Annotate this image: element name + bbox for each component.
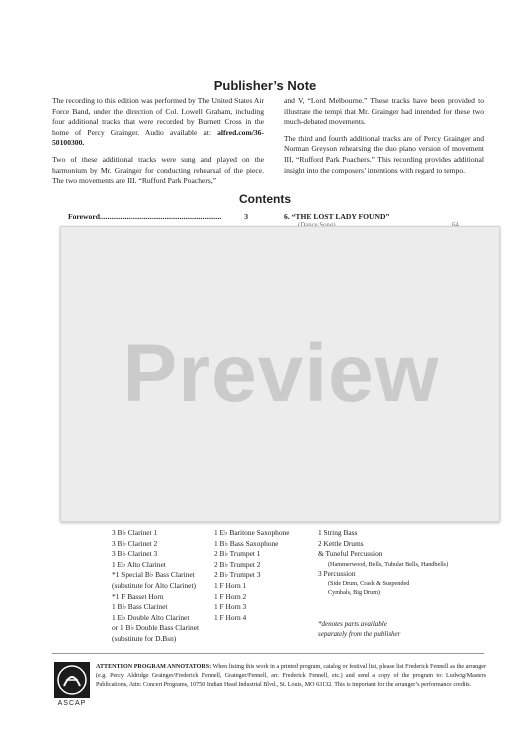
instrumentation-column-1: [112, 528, 199, 645]
footer-divider: [52, 653, 484, 654]
audio-link[interactable]: alfred.com/36-50100300.: [52, 127, 264, 148]
note-paragraph: and V, “Lord Melbourne.” These tracks have been provided to illustrate the tempi that Mr. Grainger had intended for these two much-debated movements.: [284, 96, 484, 127]
instrument-line: 1 F Horn 2: [214, 591, 247, 601]
ascap-label: ASCAP: [57, 700, 87, 707]
parts-footnote: [318, 620, 400, 639]
instrument-line: or 1 B♭ Double Bass Clarinet: [112, 623, 200, 633]
instrument-line: *1 F Basset Horn: [112, 591, 164, 601]
attention-notice: [96, 663, 486, 690]
note-paragraph: The third and fourth additional tracks are of Percy Grainger and Norman Greyson rehearsing the duo piano version of movement III, “Rufford Park Poachers.” This recording provides additional insight into the composers’ intentions with regard to tempo.: [284, 133, 484, 175]
instrument-line: 2 B♭ Trumpet 1: [214, 549, 261, 559]
instrument-line: (substitute for D.Bsn): [112, 633, 177, 643]
attention-text: When listing this work in a printed program, catalog or festival list, please list Frederick Fennell as the arranger (e.g. Percy Aldridge Grainger/Frederick Fennell, Grainger/Fennell, arr. Frederick Fennell, etc.) and send a copy of the program to: Ludwig/Masters Publications, Attn: Concert Programs, 10750 Indian Head Industrial Blvd., St. Louis, MO 63132. This is important for the arranger’s performance credits.: [96, 664, 486, 688]
instrument-line: 1 E♭ Double Alto Clarinet: [112, 612, 190, 622]
instrument-line: 1 String Bass: [318, 528, 358, 537]
instrument-line: & Tuneful Percussion: [318, 549, 383, 559]
instrument-line: 3 B♭ Clarinet 3: [112, 549, 158, 559]
instrument-line: 1 B♭ Bass Saxophone: [214, 538, 279, 548]
footnote-line: separately from the publisher: [318, 629, 401, 638]
ascap-emblem-icon: [54, 662, 90, 698]
preview-watermark: [60, 226, 500, 522]
note-right-column: [284, 96, 484, 182]
toc-leader-dots: ................................................................: [99, 212, 222, 221]
instrument-line: Cymbals, Big Drum): [328, 589, 381, 597]
instrument-line: (Hammerwood, Bells, Tubular Bells, Handbells): [328, 560, 449, 568]
instrument-line: 1 E♭ Baritone Saxophone: [214, 528, 290, 537]
instrument-line: 1 F Horn 3: [214, 602, 247, 612]
instrumentation-column-3: [318, 528, 448, 597]
toc-entry-lost-lady-found: 6. “THE LOST LADY FOUND”: [284, 212, 390, 221]
toc-page: 3: [244, 212, 248, 221]
contents-title: Contents: [239, 192, 291, 206]
instrument-line: 2 B♭ Trumpet 3: [214, 570, 261, 580]
note-left-column: [52, 96, 264, 193]
instrument-line: 3 B♭ Clarinet 2: [112, 538, 158, 548]
note-text: The recording to this edition was performed by The United States Air Force Band, under the direction of Col. Lowell Graham, including four additional tracks that were recorded by Burnett Cross in the home of Percy Grainger. Audio available at:: [52, 96, 264, 137]
toc-label: Foreword: [68, 212, 100, 221]
instrument-line: 1 F Horn 1: [214, 580, 247, 590]
instrument-line: 1 F Horn 4: [214, 612, 247, 622]
instrument-line: 3 B♭ Clarinet 1: [112, 528, 158, 537]
instrument-line: 2 B♭ Trumpet 2: [214, 559, 261, 569]
instrument-line: 3 Percussion: [318, 568, 356, 578]
toc-entry-foreword: [68, 212, 248, 221]
attention-label: ATTENTION PROGRAM ANNOTATORS:: [96, 664, 212, 670]
instrument-line: (substitute for Alto Clarinet): [112, 580, 196, 590]
footnote-line: *denotes parts available: [318, 620, 387, 628]
publishers-note-title: Publisher’s Note: [213, 78, 317, 93]
instrumentation-column-2: [214, 528, 290, 623]
instrument-line: 1 B♭ Bass Clarinet: [112, 602, 168, 612]
ascap-logo: [54, 662, 90, 710]
instrument-line: 1 E♭ Alto Clarinet: [112, 559, 166, 569]
note-paragraph: [52, 96, 264, 149]
instrument-line: (Side Drum, Crash & Suspended: [328, 580, 410, 588]
instrument-line: *1 Special B♭ Bass Clarinet: [112, 570, 195, 580]
instrument-line: 2 Kettle Drums: [318, 538, 364, 548]
note-paragraph: Two of these additional tracks were sung and played on the harmonium by Mr. Grainger for conducting rehearsal of the piece. The two movements are III. “Rufford Park Poachers,”: [52, 154, 264, 186]
preview-watermark-text: Preview: [122, 328, 440, 419]
